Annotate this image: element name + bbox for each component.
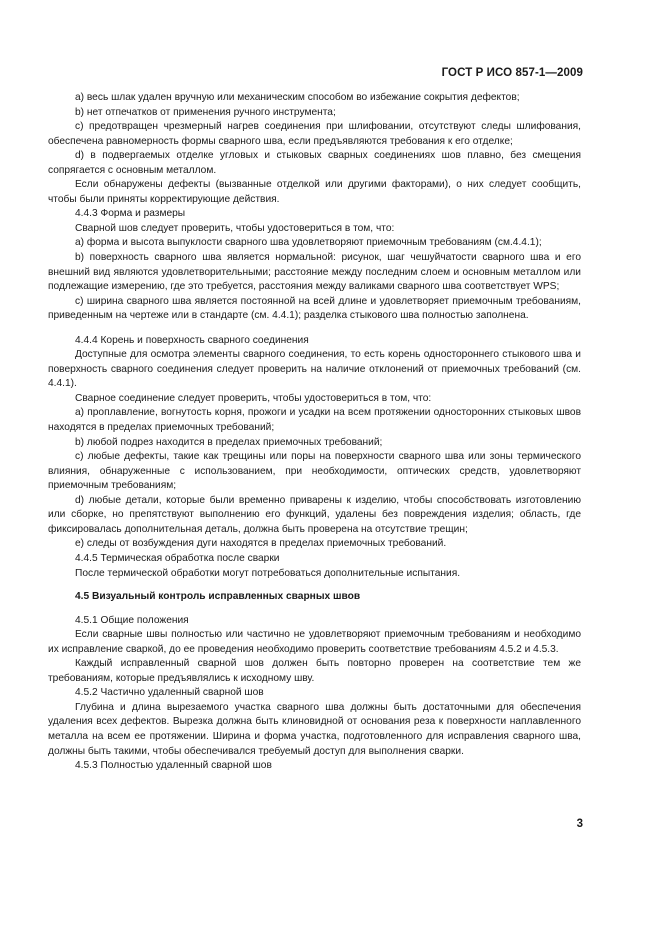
section-heading-4-4-5: 4.4.5 Термическая обработка после сварки xyxy=(75,552,280,564)
list-item-a: а) весь шлак удален вручную или механическим способом во избежание сокрытия дефектов; xyxy=(75,92,520,103)
page-number: 3 xyxy=(576,818,583,830)
list-item-a: а) форма и высота выпуклости сварного шва удовлетворяют приемочным требованиям (см.4.4.1); xyxy=(75,237,542,249)
paragraph: После термической обработки могут потребоваться дополнительные испытания. xyxy=(75,567,461,579)
section-heading-4-4-4: 4.4.4 Корень и поверхность сварного соединения xyxy=(75,334,309,346)
list-item-b: b) любой подрез находится в пределах приемочных требований; xyxy=(75,436,383,448)
list-item-c: с) предотвращен чрезмерный нагрев соединения при шлифовании, отсутствуют следы шлифования, обеспечена равномерность формы сварного шва, если предъявляются требования к его отделке; xyxy=(48,121,581,147)
list-item-d: d) в подвергаемых отделке угловых и стыковых сварных соединениях шов плавно, без смещения сопрягается с основным металлом. xyxy=(48,150,581,176)
spacer xyxy=(48,581,581,590)
paragraph: Каждый исправленный сварной шов должен быть повторно проверен на соответствие тем же требованиям, которые предъявлялись к исходному шву. xyxy=(48,658,581,684)
list-item-c: с) ширина сварного шва является постоянной на всей длине и удовлетворяет приемочным требованиям, приведенным на чертеже или в стандарте (см. 4.4.1); разделка стыкового шва полностью заполнена. xyxy=(48,295,581,322)
page-body xyxy=(48,91,581,774)
spacer xyxy=(48,605,581,614)
paragraph: Доступные для осмотра элементы сварного соединения, то есть корень одностороннего стыкового шва и поверхность сварного соединения следует проверить на наличие отклонений от приемочных требований (см. 4.4.1). xyxy=(48,349,581,390)
spacer xyxy=(48,324,581,334)
list-item-a: а) проплавление, вогнутость корня, прожоги и усадки на всем протяжении односторонних стыковых швов находятся в пределах приемочных требований; xyxy=(48,407,581,434)
section-heading-4-5-2: 4.5.2 Частично удаленный сварной шов xyxy=(75,687,264,699)
section-heading-4-5: 4.5 Визуальный контроль исправленных сварных швов xyxy=(75,591,361,603)
paragraph: Глубина и длина вырезаемого участка сварного шва должны быть достаточными для обеспечения удаления всех дефектов. Вырезка должна быть клиновидной от основания реза к поверхности наплавленного металла на всем ее протяжении. Ширина и форма участка, подготовленного для исправления сварного шва, должны быть такими, чтобы обеспечивался требуемый доступ для выполнения сварки. xyxy=(48,701,581,757)
list-item-c: с) любые дефекты, такие как трещины или поры на поверхности сварного шва или зоны термического влияния, обнаруженные с использованием, при необходимости, оптических средств, удовлетворяют приемочным требованиям; xyxy=(48,451,581,492)
paragraph: Если обнаружены дефекты (вызванные отделкой или другими факторами), о них следует сообщить, чтобы были приняты корректирующие действия. xyxy=(48,179,581,205)
paragraph: Сварной шов следует проверить, чтобы удостовериться в том, что: xyxy=(75,222,395,234)
paragraph: Сварное соединение следует проверить, чтобы удостовериться в том, что: xyxy=(75,392,432,404)
section-heading-4-5-3: 4.5.3 Полностью удаленный сварной шов xyxy=(75,760,272,772)
list-item-b: b) поверхность сварного шва является нормальной: рисунок, шаг чешуйчатости сварного шва и его внешний вид являются удовлетворительными; расстояние между последним слоем и основным металлом или подлежащие измерению, где это требуется, расстояния между валиками сварного шва соответствует WPS; xyxy=(48,252,581,293)
list-item-d: d) любые детали, которые были временно приварены к изделию, чтобы способствовать изготовлению или сборке, но препятствуют выполнению его функций, удалены без повреждения изделия; область, где фиксировалась дополнительная деталь, должна быть проверена на отсутствие трещин; xyxy=(48,494,581,535)
section-heading-4-5-1: 4.5.1 Общие положения xyxy=(75,614,189,626)
paragraph: Если сварные швы полностью или частично не удовлетворяют приемочным требованиям и необходимо их исправление сваркой, до ее проведения необходимо проверить соответствие требованиям 4.5.2 и 4.5.3. xyxy=(48,629,581,655)
list-item-e: е) следы от возбуждения дуги находятся в пределах приемочных требований. xyxy=(75,538,447,550)
list-item-b: b) нет отпечатков от применения ручного инструмента; xyxy=(75,106,336,118)
document-header: ГОСТ Р ИСО 857-1—2009 xyxy=(441,67,583,79)
section-heading-4-4-3: 4.4.3 Форма и размеры xyxy=(75,208,186,220)
